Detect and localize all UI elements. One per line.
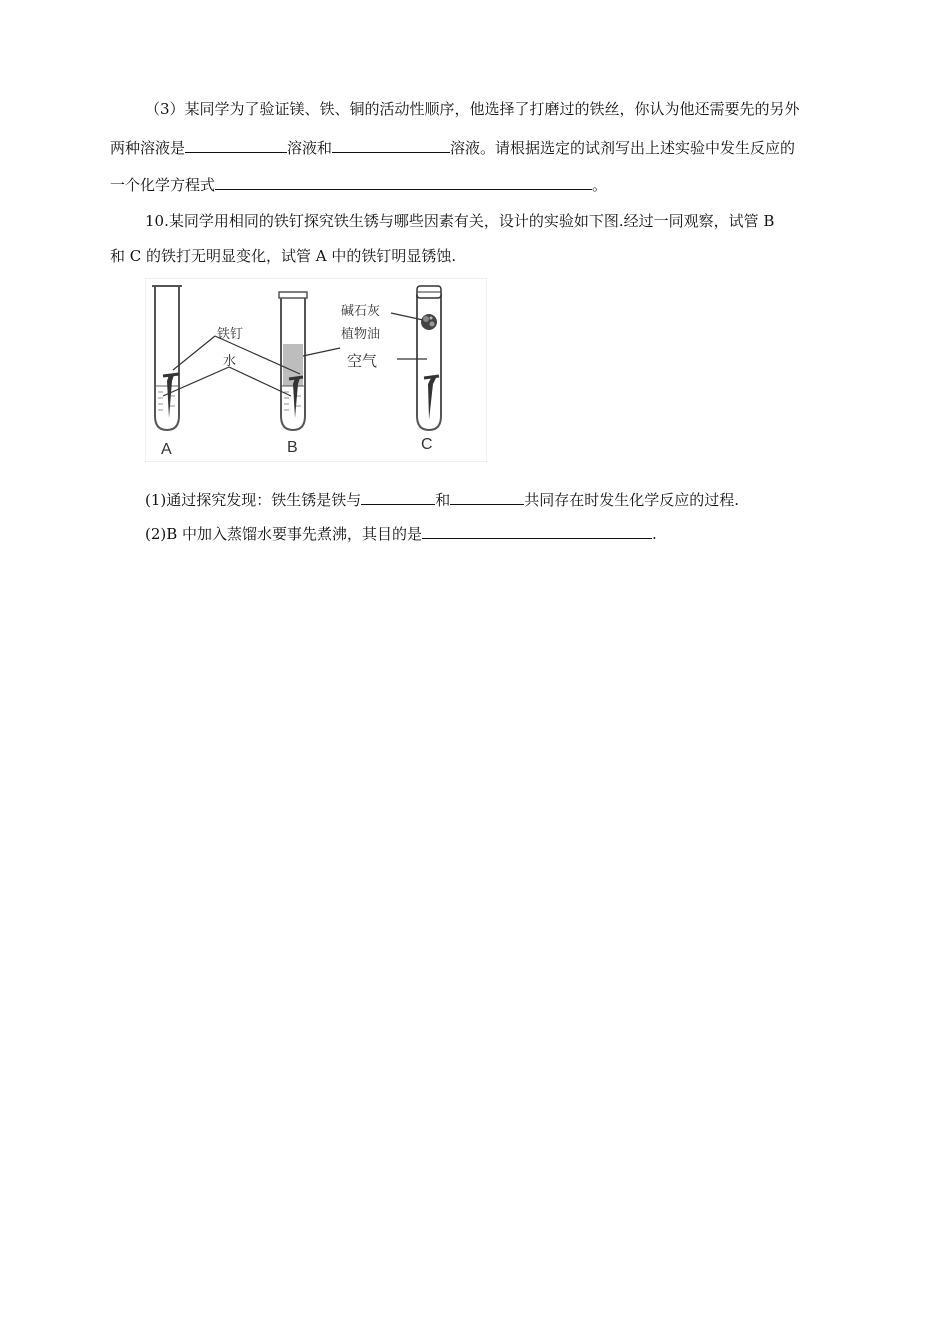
q3-line-2	[110, 138, 795, 158]
answer-blank-5[interactable]	[422, 524, 652, 539]
sub2-text: .	[652, 525, 657, 543]
answer-blank-2[interactable]	[332, 138, 450, 153]
q10-line-1: 10.某同学用相同的铁钉探究铁生锈与哪些因素有关，设计的实验如下图.经过一同观察，试管 B	[145, 212, 775, 230]
q3-line-1: （3）某同学为了验证镁、铁、铜的活动性顺序，他选择了打磨过的铁丝，你认为他还需要先的另外	[145, 100, 800, 118]
q3-text: 两种溶液是	[110, 139, 186, 157]
soda-lime-lump	[421, 314, 437, 330]
q3-text: 溶液和	[287, 139, 333, 157]
label-vegetable-oil: 植物油	[341, 327, 381, 342]
answer-blank-1[interactable]	[185, 138, 287, 153]
q10-line-2: 和 C 的铁打无明显变化，试管 A 中的铁钉明显锈蚀.	[110, 247, 457, 265]
q3-text: 一个化学方程式	[110, 176, 216, 194]
q10-sub-1	[145, 490, 739, 510]
sub1-text: (1)通过探究发现：铁生锈是铁与	[145, 491, 362, 509]
q3-text: 溶液。请根据选定的试剂写出上述实验中发生反应的	[450, 139, 796, 157]
q10-sub-2	[145, 524, 657, 544]
sub1-text: 和	[435, 491, 451, 509]
tube-label-a: A	[161, 441, 172, 458]
test-tube-figure	[145, 278, 487, 462]
tube-label-c: C	[421, 436, 433, 453]
q3-text: 。	[592, 176, 608, 194]
sub1-text: 共同存在时发生化学反应的过程.	[524, 491, 740, 509]
label-soda-lime: 碱石灰	[341, 304, 381, 319]
answer-blank-4[interactable]	[450, 490, 524, 505]
answer-blank-equation[interactable]	[215, 175, 592, 190]
sub2-text: (2)B 中加入蒸馏水要事先煮沸，其目的是	[145, 525, 423, 543]
label-iron-nail: 铁钉	[217, 327, 244, 342]
label-water: 水	[223, 354, 237, 369]
q3-line-3	[110, 175, 607, 195]
label-air: 空气	[347, 352, 378, 370]
answer-blank-3[interactable]	[361, 490, 435, 505]
tube-label-b: B	[287, 439, 298, 456]
